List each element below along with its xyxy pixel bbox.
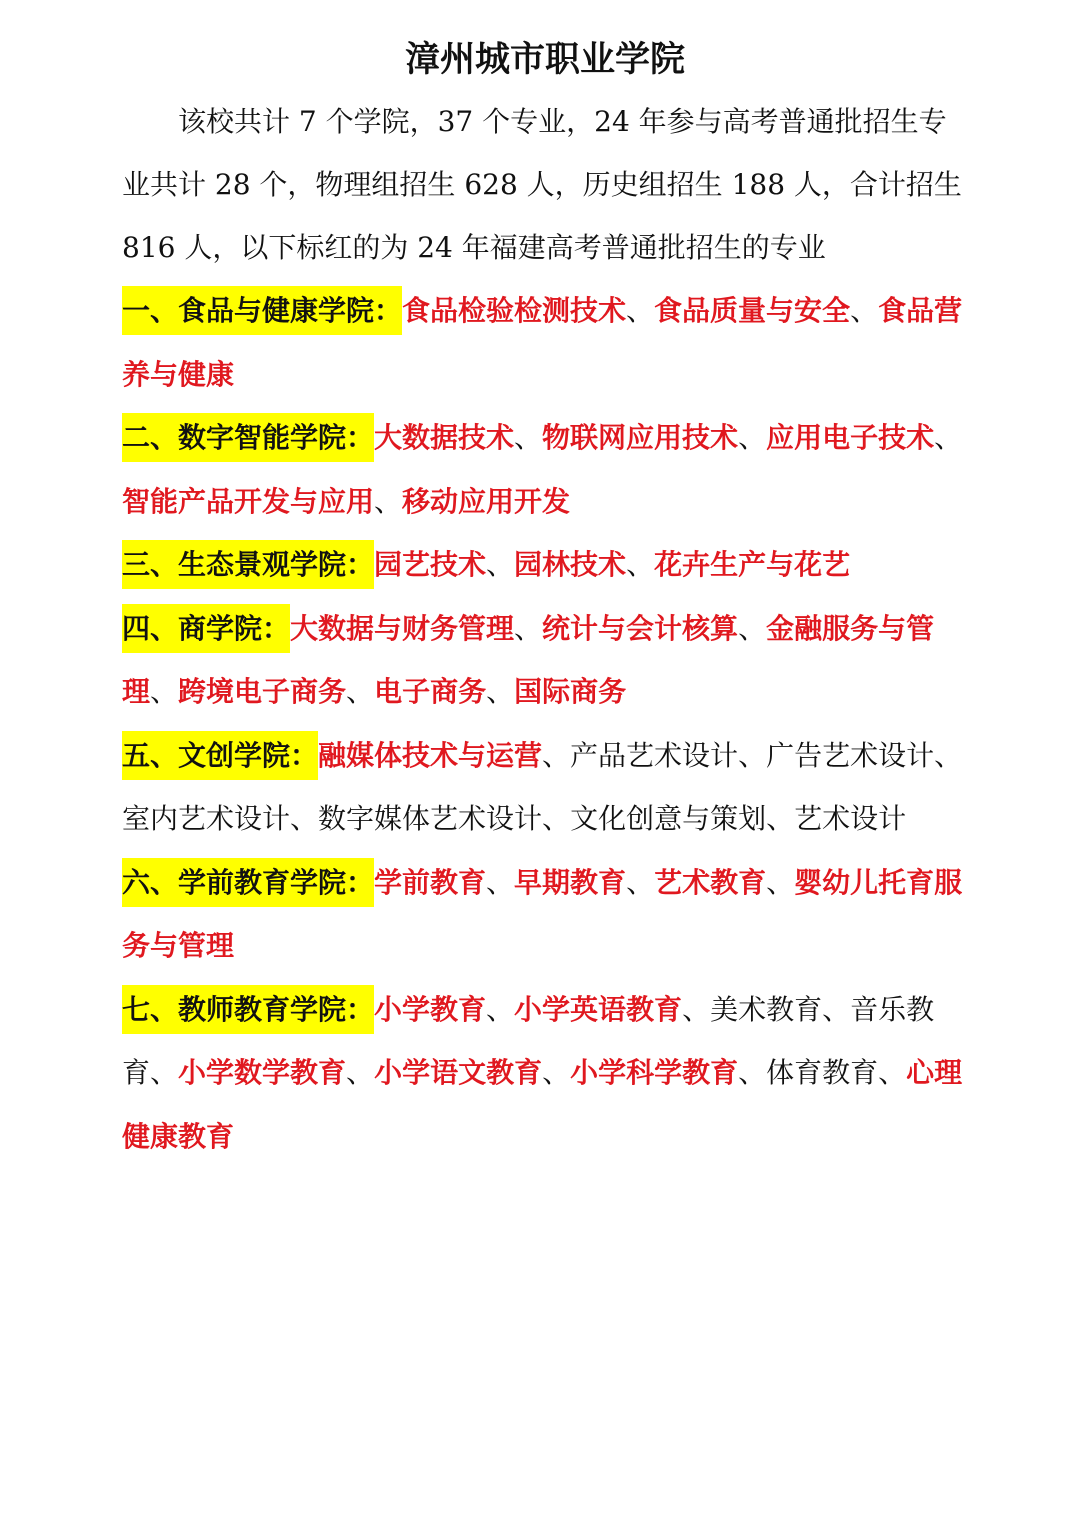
college-entry bbox=[122, 724, 968, 851]
college-name: 六、学前教育学院： bbox=[122, 858, 374, 907]
separator: 、 bbox=[486, 675, 515, 708]
major-enrolled: 学前教育 bbox=[374, 865, 487, 899]
separator: 、 bbox=[822, 992, 851, 1026]
document-page bbox=[122, 30, 968, 1168]
separator: 、 bbox=[850, 294, 879, 327]
major: 室内艺术设计 bbox=[122, 802, 291, 835]
separator: 、 bbox=[542, 1056, 571, 1089]
major-enrolled: 跨境电子商务 bbox=[178, 675, 347, 708]
college-list bbox=[122, 279, 968, 1168]
major-enrolled: 食品检验检测技术 bbox=[402, 294, 627, 327]
college-name: 四、商学院： bbox=[122, 604, 290, 653]
major-enrolled: 大数据技术 bbox=[374, 421, 515, 454]
separator: 、 bbox=[738, 611, 767, 645]
separator: 、 bbox=[766, 802, 795, 835]
major-enrolled: 食品营养与健康 bbox=[122, 294, 963, 391]
college-name: 三、生态景观学院： bbox=[122, 540, 374, 589]
major-enrolled: 国际商务 bbox=[514, 675, 627, 708]
major-enrolled: 花卉生产与花艺 bbox=[654, 548, 851, 581]
major-enrolled: 园林技术 bbox=[514, 548, 627, 581]
separator: 、 bbox=[290, 802, 319, 835]
separator: 、 bbox=[738, 1056, 767, 1089]
separator: 、 bbox=[486, 548, 515, 581]
major-enrolled: 心理健康教育 bbox=[122, 1056, 963, 1153]
college-entry bbox=[122, 851, 968, 978]
major: 体育教育 bbox=[766, 1056, 879, 1089]
college-entry bbox=[122, 279, 968, 406]
separator: 、 bbox=[934, 421, 963, 454]
separator: 、 bbox=[626, 548, 655, 581]
separator: 、 bbox=[374, 484, 403, 518]
college-entry bbox=[122, 533, 968, 597]
college-entry bbox=[122, 406, 968, 533]
major-enrolled: 应用电子技术 bbox=[766, 421, 935, 454]
separator: 、 bbox=[346, 1056, 375, 1089]
major-enrolled: 物联网应用技术 bbox=[542, 421, 739, 454]
separator: 、 bbox=[150, 1056, 179, 1089]
major-enrolled: 小学语文教育 bbox=[374, 1056, 543, 1089]
college-name: 二、数字智能学院： bbox=[122, 413, 374, 462]
major-enrolled: 小学英语教育 bbox=[514, 992, 683, 1026]
major: 艺术设计 bbox=[794, 802, 907, 835]
major-enrolled: 婴幼儿托育服务与管理 bbox=[122, 865, 963, 962]
college-entry bbox=[122, 978, 968, 1169]
major: 美术教育 bbox=[710, 992, 823, 1026]
college-name: 一、食品与健康学院： bbox=[122, 286, 402, 335]
college-name: 五、文创学院： bbox=[122, 731, 318, 780]
major-enrolled: 艺术教育 bbox=[654, 865, 767, 899]
major: 产品艺术设计 bbox=[570, 738, 739, 772]
separator: 、 bbox=[878, 1056, 907, 1089]
major-enrolled: 园艺技术 bbox=[374, 548, 487, 581]
separator: 、 bbox=[626, 865, 655, 899]
major-enrolled: 统计与会计核算 bbox=[542, 611, 739, 645]
major-enrolled: 早期教育 bbox=[514, 865, 627, 899]
separator: 、 bbox=[934, 738, 963, 772]
major-enrolled: 融媒体技术与运营 bbox=[318, 738, 543, 772]
intro-paragraph: 该校共计 7 个学院，37 个专业，24 年参与高考普通批招生专业共计 28 个，物理组招生 628 人，历史组招生 188 人，合计招生 816 人，以下标红的为 24 年福建高考普通批招生的专业 bbox=[122, 105, 962, 264]
separator: 、 bbox=[626, 294, 655, 327]
major-enrolled: 大数据与财务管理 bbox=[290, 611, 515, 645]
major-enrolled: 小学数学教育 bbox=[178, 1056, 347, 1089]
page-title: 漳州城市职业学院 bbox=[404, 40, 685, 80]
major-enrolled: 金融服务与管理 bbox=[122, 611, 935, 708]
separator: 、 bbox=[486, 992, 515, 1026]
college-entry bbox=[122, 597, 968, 724]
separator: 、 bbox=[766, 865, 795, 899]
major-enrolled: 小学教育 bbox=[374, 992, 487, 1026]
separator: 、 bbox=[514, 611, 543, 645]
separator: 、 bbox=[486, 865, 515, 899]
separator: 、 bbox=[738, 421, 767, 454]
college-name: 七、教师教育学院： bbox=[122, 985, 374, 1034]
major-enrolled: 电子商务 bbox=[374, 675, 487, 708]
major: 数字媒体艺术设计 bbox=[318, 802, 543, 835]
major-enrolled: 智能产品开发与应用 bbox=[122, 484, 375, 518]
separator: 、 bbox=[346, 675, 375, 708]
major: 文化创意与策划 bbox=[570, 802, 767, 835]
separator: 、 bbox=[514, 421, 543, 454]
separator: 、 bbox=[542, 738, 571, 772]
separator: 、 bbox=[150, 675, 179, 708]
separator: 、 bbox=[682, 992, 711, 1026]
major-enrolled: 移动应用开发 bbox=[402, 484, 571, 518]
major-enrolled: 食品质量与安全 bbox=[654, 294, 851, 327]
major-enrolled: 小学科学教育 bbox=[570, 1056, 739, 1089]
major: 音乐教育 bbox=[122, 992, 935, 1089]
major: 广告艺术设计 bbox=[766, 738, 935, 772]
separator: 、 bbox=[542, 802, 571, 835]
separator: 、 bbox=[738, 738, 767, 772]
